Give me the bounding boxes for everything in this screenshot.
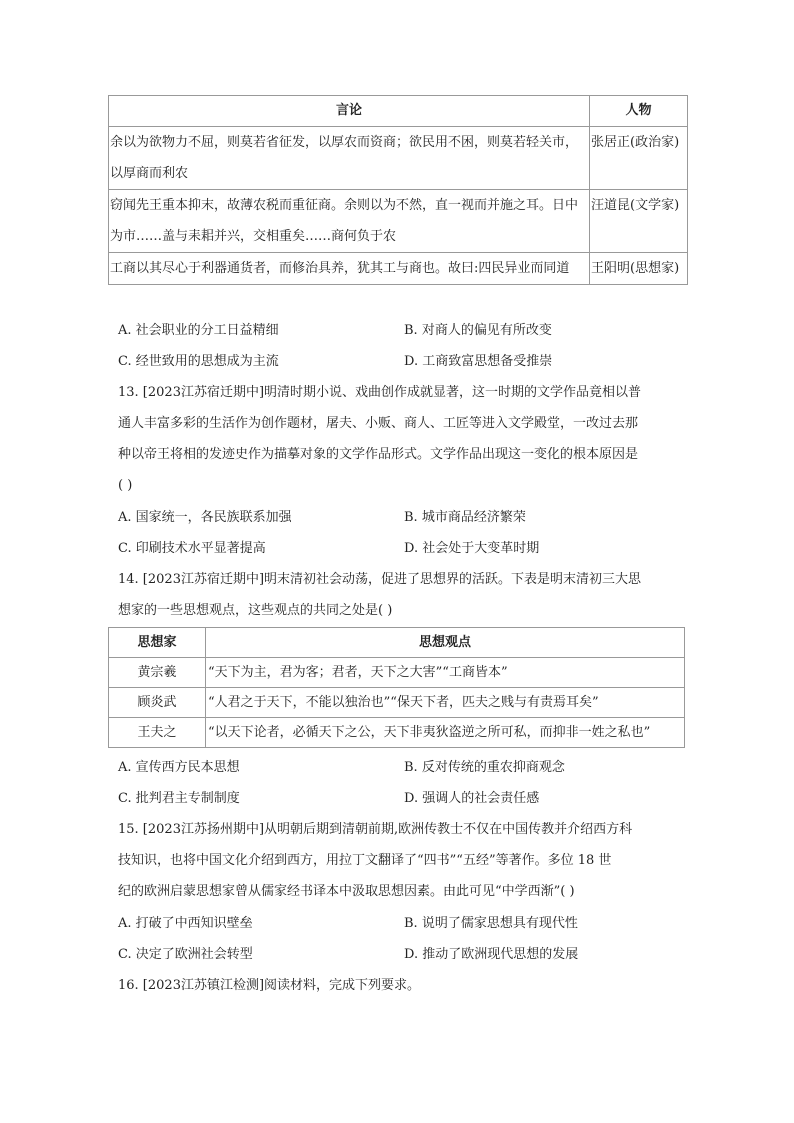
table-row	[109, 688, 685, 718]
q12-option-c: C. 经世致用的思想成为主流	[118, 354, 279, 369]
person-cell: 王阳明(思想家)	[590, 253, 688, 285]
thinker-cell: 黄宗羲	[109, 658, 206, 688]
q15-option-a: A. 打破了中西知识壁垒	[118, 916, 253, 931]
thinker-cell: 顾炎武	[109, 688, 206, 718]
q14-stem-line: 14. [2023江苏宿迁期中]明末清初社会动荡，促进了思想界的活跃。下表是明末清初三大思	[118, 572, 642, 587]
q15-option-c: C. 决定了欧洲社会转型	[118, 947, 253, 962]
table-row	[109, 253, 688, 285]
q13-option-d: D. 社会处于大变革时期	[404, 541, 540, 556]
q14-option-a: A. 宣传西方民本思想	[118, 760, 240, 775]
q13-option-a: A. 国家统一，各民族联系加强	[118, 510, 292, 525]
q12-option-b: B. 对商人的偏见有所改变	[404, 323, 552, 338]
header-person: 人物	[590, 96, 688, 127]
speech-cell: 余以为欲物力不屈，则莫若省征发，以厚农而资商；欲民用不困，则莫若轻关市，以厚商而利农	[109, 127, 590, 190]
view-cell: “以天下论者，必循天下之公，天下非夷狄盗逆之所可私，而抑非一姓之私也”	[206, 718, 685, 748]
q13-stem-line: 种以帝王将相的发迹史作为描摹对象的文学作品形式。文学作品出现这一变化的根本原因是	[118, 447, 639, 462]
view-cell: “天下为主，君为客；君者，天下之大害”“工商皆本”	[206, 658, 685, 688]
person-cell: 汪道昆(文学家)	[590, 190, 688, 253]
header-view: 思想观点	[206, 628, 685, 658]
table-row	[109, 127, 688, 190]
thinkers-table	[108, 627, 685, 748]
table-header-row	[109, 628, 685, 658]
q15-option-d: D. 推动了欧洲现代思想的发展	[404, 947, 579, 962]
q12-option-d: D. 工商致富思想备受推崇	[404, 354, 553, 369]
q14-option-b: B. 反对传统的重农抑商观念	[404, 760, 565, 775]
q15-stem-line: 技知识，也将中国文化介绍到西方，用拉丁文翻译了“四书”“五经”等著作。多位 18 世	[118, 853, 612, 868]
q14-option-c: C. 批判君主专制制度	[118, 791, 240, 806]
table-header-row	[109, 96, 688, 127]
table-row	[109, 658, 685, 688]
q14-option-d: D. 强调人的社会责任感	[404, 791, 540, 806]
quotes-table	[108, 95, 688, 285]
q15-option-b: B. 说明了儒家思想具有现代性	[404, 916, 578, 931]
q14-stem-line: 想家的一些思想观点，这些观点的共同之处是( )	[118, 603, 393, 618]
q13-stem-line: 通人丰富多彩的生活作为创作题材，屠夫、小贩、商人、工匠等进入文学殿堂，一改过去那	[118, 416, 639, 431]
speech-cell: 工商以其尽心于利器通货者，而修治具养，犹其工与商也。故曰:四民异业而同道	[109, 253, 590, 285]
q13-option-b: B. 城市商品经济繁荣	[404, 510, 526, 525]
view-cell: “人君之于天下，不能以独治也”“保天下者，匹夫之贱与有责焉耳矣”	[206, 688, 685, 718]
header-speech: 言论	[109, 96, 590, 127]
q13-option-c: C. 印刷技术水平显著提高	[118, 541, 266, 556]
q16-stem-line: 16. [2023江苏镇江检测]阅读材料，完成下列要求。	[118, 978, 421, 993]
q13-answer-blank: ( )	[118, 478, 133, 493]
q12-option-a: A. 社会职业的分工日益精细	[118, 323, 279, 338]
q15-stem-line: 纪的欧洲启蒙思想家曾从儒家经书译本中汲取思想因素。由此可见“中学西渐”( )	[118, 884, 575, 899]
q15-stem-line: 15. [2023江苏扬州期中]从明朝后期到清朝前期,欧洲传教士不仅在中国传教并介绍西方科	[118, 822, 633, 837]
thinker-cell: 王夫之	[109, 718, 206, 748]
header-thinker: 思想家	[109, 628, 206, 658]
table-row	[109, 718, 685, 748]
q13-stem-line: 13. [2023江苏宿迁期中]明清时期小说、戏曲创作成就显著，这一时期的文学作品竟相以普	[118, 385, 642, 400]
speech-cell: 窃闻先王重本抑末，故薄农税而重征商。余则以为不然，直一视而并施之耳。日中为市……盖与耒耜并兴，交相重矣……商何负于农	[109, 190, 590, 253]
table-row	[109, 190, 688, 253]
person-cell: 张居正(政治家)	[590, 127, 688, 190]
